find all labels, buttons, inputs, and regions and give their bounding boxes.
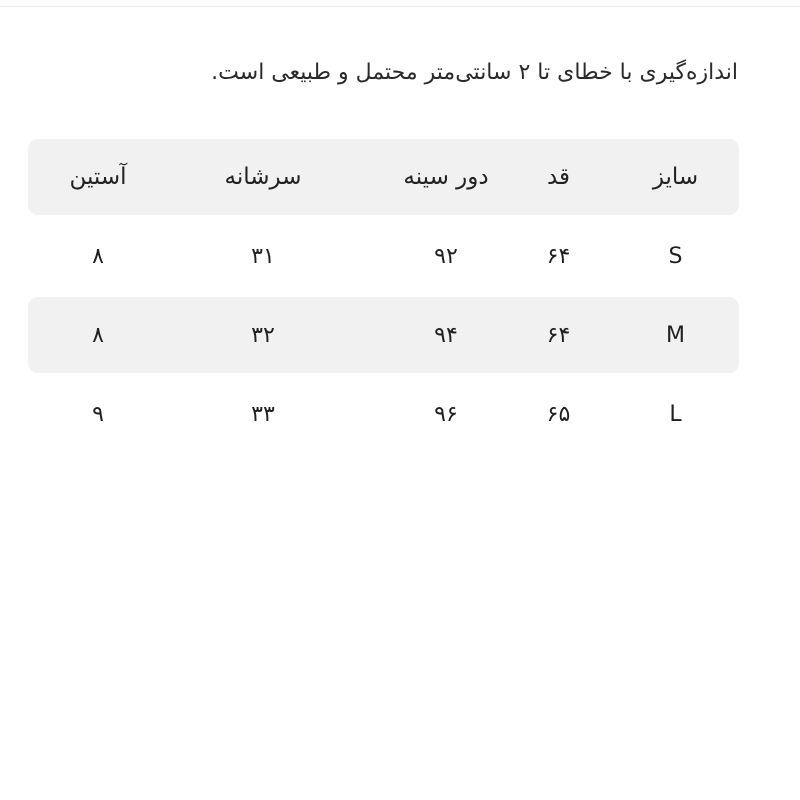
- cell-shoulder: ۳۱: [251, 243, 275, 269]
- cell-size: M: [666, 322, 685, 348]
- cell-sleeve: ۹: [92, 401, 104, 427]
- cell-height: ۶۴: [546, 243, 571, 269]
- cell-size: L: [669, 401, 682, 427]
- table-row: [28, 376, 739, 452]
- cell-chest: ۹۴: [434, 322, 458, 348]
- header-height: قد: [546, 164, 571, 190]
- cell-shoulder: ۳۳: [251, 401, 275, 427]
- cell-sleeve: ۸: [92, 243, 104, 269]
- size-chart-table: [28, 139, 739, 455]
- top-divider: [0, 6, 800, 7]
- cell-sleeve: ۸: [92, 322, 104, 348]
- cell-shoulder: ۳۲: [251, 322, 275, 348]
- header-sleeve: آستین: [69, 164, 127, 190]
- table-row: [28, 297, 739, 373]
- cell-chest: ۹۲: [434, 243, 458, 269]
- cell-height: ۶۴: [546, 322, 571, 348]
- cell-size: S: [668, 243, 683, 269]
- cell-chest: ۹۶: [434, 401, 458, 427]
- table-row: [28, 218, 739, 294]
- header-shoulder: سرشانه: [224, 164, 302, 190]
- header-size: سایز: [652, 164, 699, 190]
- table-header-row: [28, 139, 739, 215]
- header-chest: دور سینه: [403, 164, 489, 190]
- measurement-note: اندازه‌گیری با خطای تا ۲ سانتی‌متر محتمل و طبیعی است.: [211, 60, 738, 85]
- cell-height: ۶۵: [546, 401, 571, 427]
